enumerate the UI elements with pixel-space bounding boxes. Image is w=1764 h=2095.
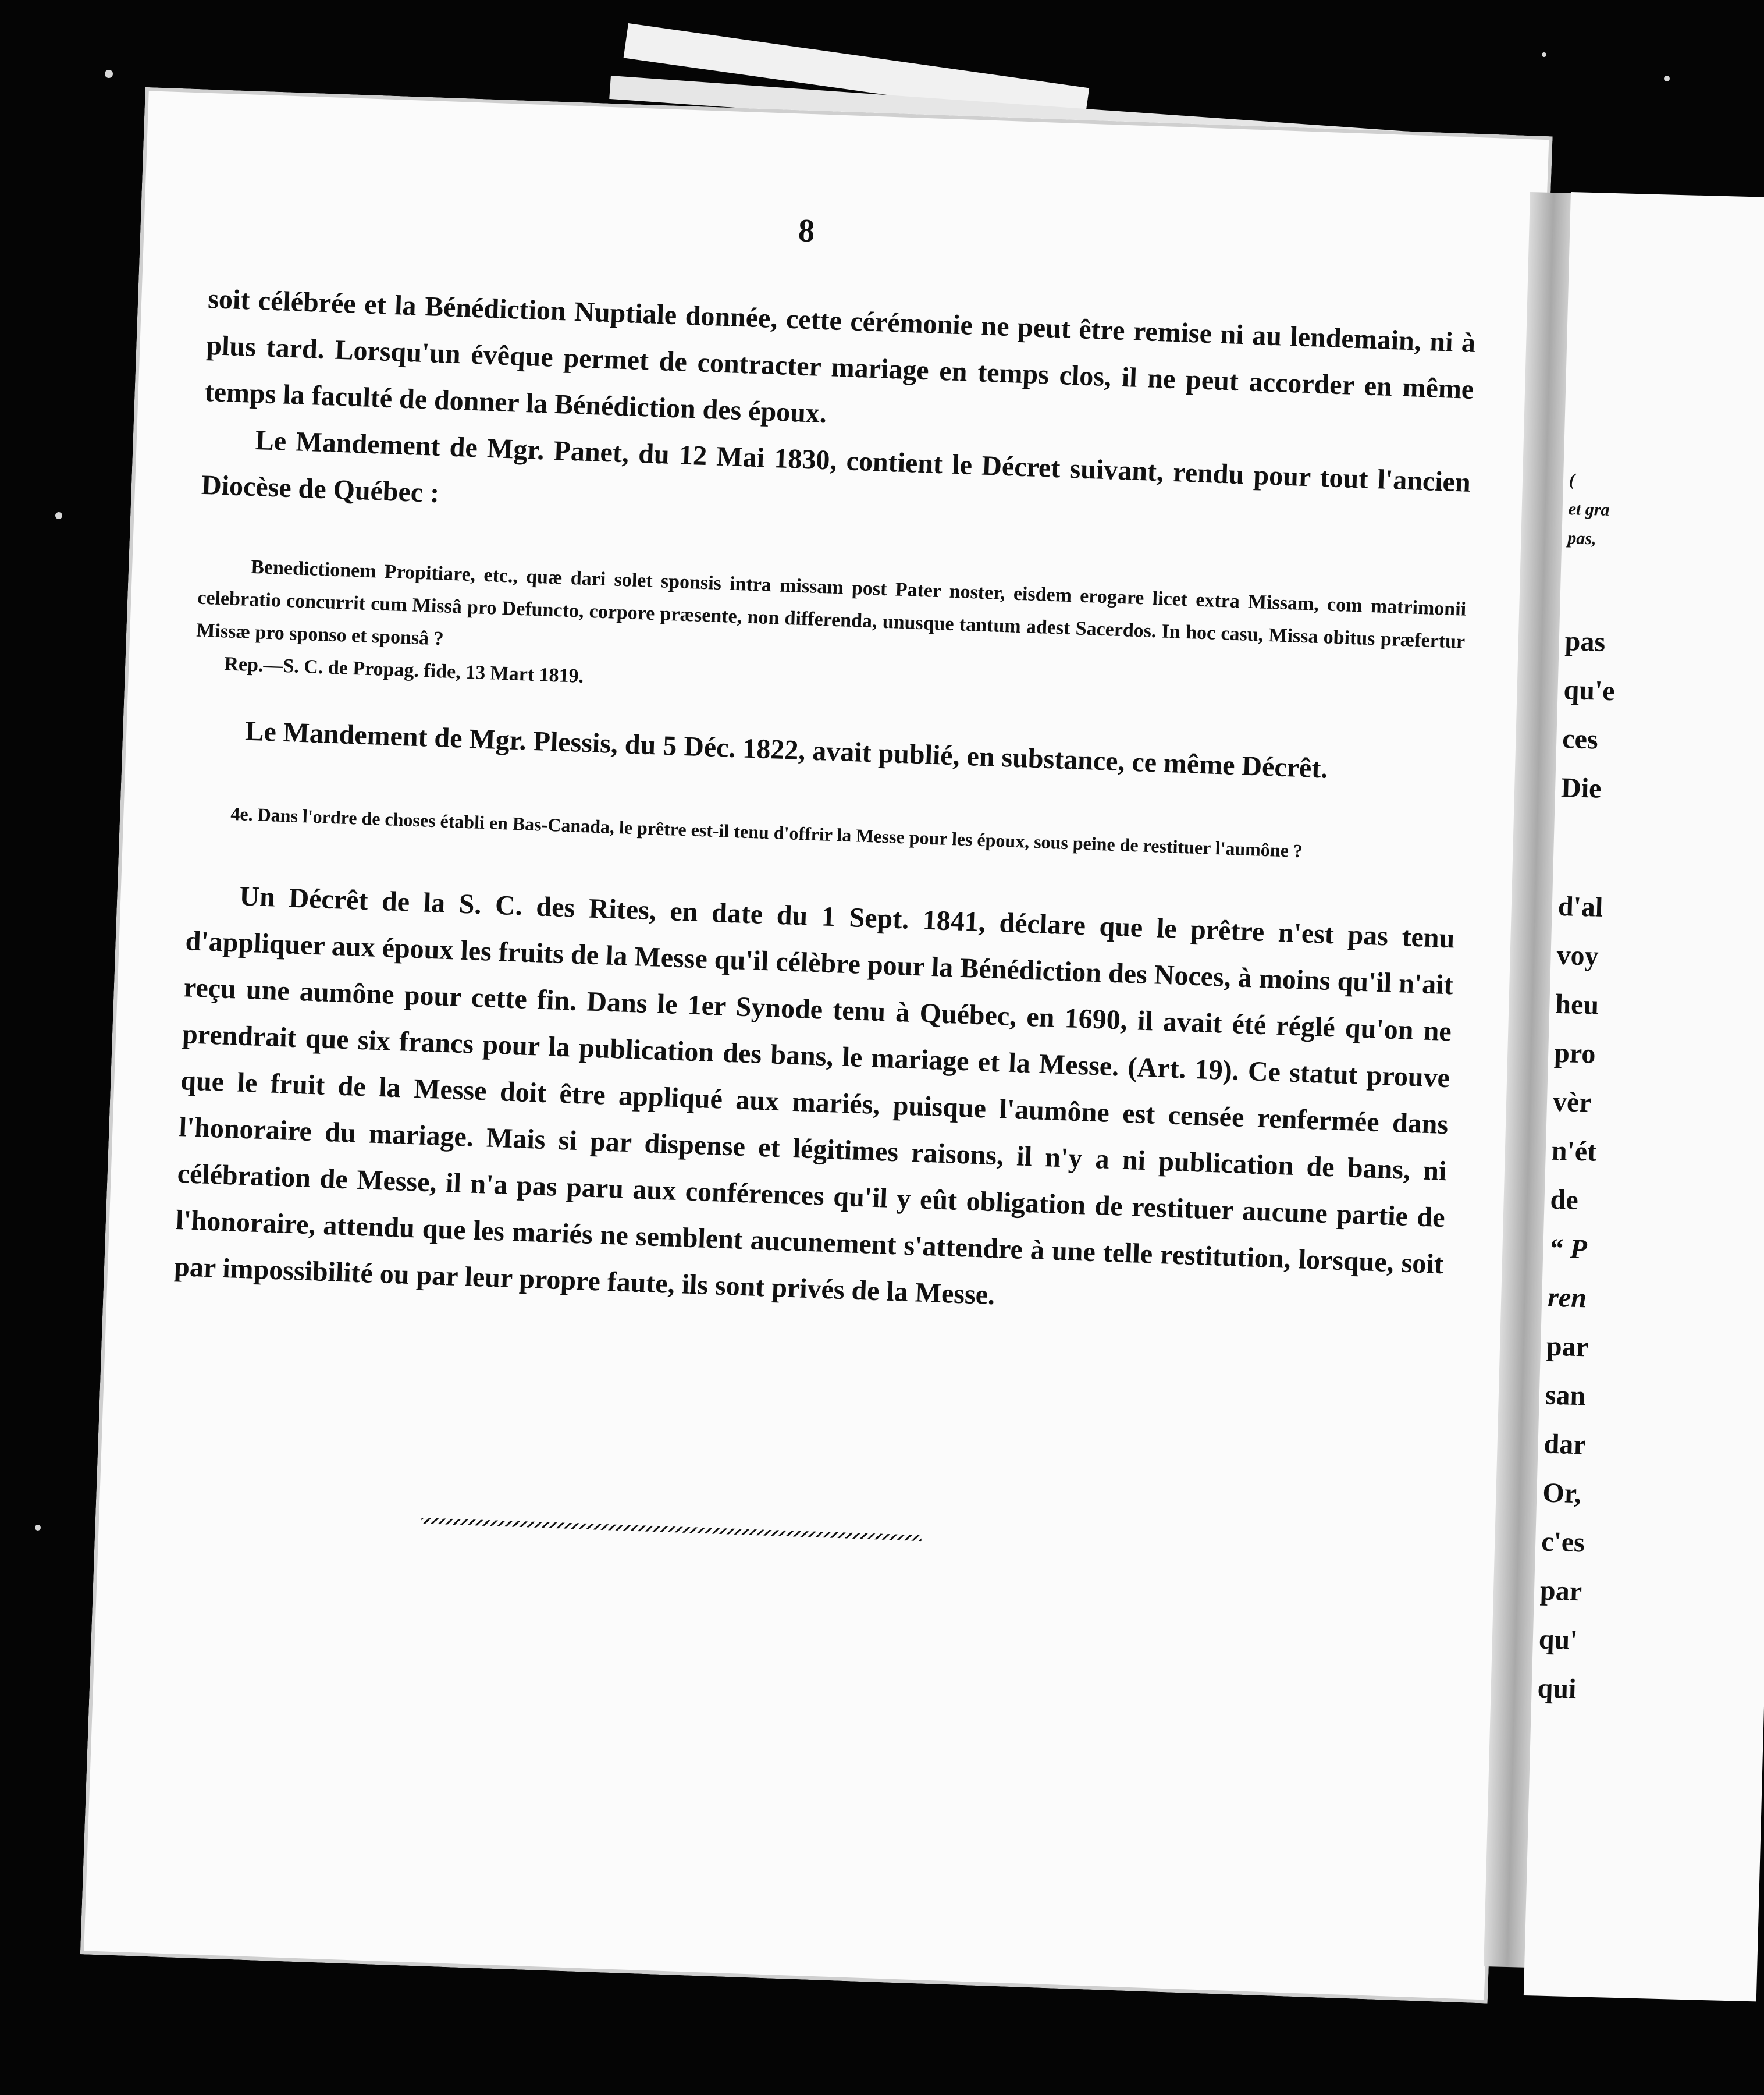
facing-line: par [1539,1575,1582,1607]
facing-line: de [1549,1184,1579,1216]
dust-speck [105,70,113,78]
facing-line: pro [1553,1037,1596,1070]
latin-reply: Rep.—S. C. de Propag. fide, 13 Mart 1819. [223,653,584,687]
facing-small-line: et gra [1568,499,1610,520]
facing-line: pas [1564,626,1606,658]
facing-line: qui [1537,1673,1577,1705]
facing-line: Die [1560,772,1602,804]
facing-line: Or, [1542,1477,1582,1510]
facing-line: san [1545,1379,1586,1412]
facing-line: ces [1562,723,1599,755]
facing-line: n'ét [1551,1135,1597,1167]
facing-line: ren [1547,1281,1587,1314]
document-page [80,87,1553,2004]
facing-line: dar [1543,1428,1587,1461]
facing-small-line: pas, [1567,528,1597,549]
latin-quote: Benedictionem Propitiare, etc., quæ dari solet sponsis intra missam post Pater noster, eisdem erogare licet extra Missam, com matrimonii celebratio concurrit cum Missâ pro Defuncto, corpore præsente, non differenda, unusque tantum adest Sacerdos. In hoc casu, Missa obitus præfertur Missæ pro sponso et sponsâ ? [195,556,1467,653]
page-number: 8 [798,212,816,250]
facing-line: voy [1556,939,1599,972]
dust-speck [1664,76,1670,81]
paragraph-2: Le Mandement de Mgr. Panet, du 12 Mai 1830, contient le Décret suivant, rendu pour tout l'ancien Diocèse de Québec : [201,424,1471,509]
facing-line: “ P [1548,1233,1588,1265]
question-heading: 4e. Dans l'ordre de choses établi en Bas-Canada, le prêtre est-il tenu d'offrir la Messe pour les époux, sous peine de restituer l'aumône ? [230,803,1303,862]
facing-line: vèr [1552,1086,1592,1118]
facing-line: heu [1555,988,1599,1021]
page-body [173,189,1480,1334]
facing-line: d'al [1557,890,1603,923]
facing-line: qu'e [1563,674,1616,707]
paragraph-1: soit célébrée et la Bénédiction Nuptiale donnée, cette cérémonie ne peut être remise ni au lendemain, ni à plus tard. Lorsqu'un évêque permet de contracter mariage en temps clos, il ne peut accorder en même temps la faculté de donner la Bénédiction des époux. [204,283,1476,429]
paragraph-4: Un Décrêt de la S. C. des Rites, en date du 1 Sept. 1841, déclare que le prêtre n'est pas tenu d'appliquer aux époux les fruits de la Messe qu'il célèbre pour la Bénédiction des Noces, à moins qu'il n'ait reçu une aumône pour cette fin. Dans le 1er Synode tenu à Québec, en 1690, il avait été réglé qu'on ne prendrait que six francs pour la publication des bans, le mariage et la Messe. (Art. 19). Ce statut prouve que le fruit de la Messe doit être appliqué aux mariés, puisque l'aumône est censée renfermée dans l'honoraire du mariage. Mais si par dispense et légitimes raisons, il n'y a ni publication de bans, ni célébration de Messe, il n'a pas paru aux conférences qu'il y eût obligation de restituer aucune partie de l'honoraire, attendu que les mariés ne semblent aucunement s'attendre à une telle restitution, lorsque, soit par impossibilité ou par leur propre faute, ils sont privés de la Messe. [173,880,1456,1311]
dust-speck [1542,52,1546,57]
facing-small-line: ( [1569,470,1575,490]
facing-line: qu' [1538,1624,1578,1656]
facing-line: c'es [1541,1526,1585,1558]
facing-page-text [1537,192,1764,1718]
paragraph-3: Le Mandement de Mgr. Plessis, du 5 Déc. 1822, avait publié, en substance, ce même Décrêt. [244,715,1329,784]
wavy-separator [421,1518,922,1541]
dust-speck [35,1525,41,1531]
dust-speck [55,512,62,519]
facing-line: par [1546,1330,1589,1363]
